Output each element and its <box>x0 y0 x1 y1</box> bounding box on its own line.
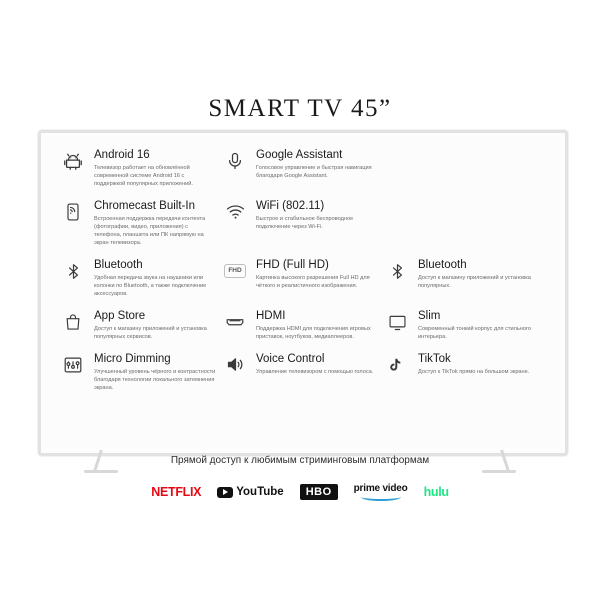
feature-item <box>60 148 216 188</box>
microphone-icon <box>222 148 248 174</box>
page-title: SMART TV 45” <box>208 95 392 122</box>
feature-desc: Голосовое управление и быстрая навигация благодаря Google Assistant. <box>256 164 372 179</box>
bluetooth-icon <box>60 258 86 284</box>
feature-item <box>60 199 216 247</box>
feature-item <box>60 258 216 298</box>
feature-title: Bluetooth <box>94 259 143 272</box>
youtube-logo-label: YouTube <box>236 486 284 498</box>
shopping-bag-icon <box>60 309 86 335</box>
hulu-logo: hulu <box>423 485 449 499</box>
feature-item <box>60 309 216 341</box>
feature-item <box>222 309 378 341</box>
feature-item <box>384 352 540 392</box>
tv-foot-left <box>84 470 118 473</box>
bluetooth-icon <box>384 258 410 284</box>
fhd-badge-label: FHD <box>224 264 245 279</box>
feature-title: Bluetooth <box>418 259 467 272</box>
feature-title: Android 16 <box>94 149 150 161</box>
feature-desc: Улучшенный уровень чёрного и контрастности благодаря технологии локального затемнения экрана. <box>94 368 216 391</box>
tv-foot-right <box>482 470 516 473</box>
feature-desc: Доступ к магазину приложений и установка популярных. <box>418 274 531 289</box>
feature-desc: Картинка высокого разрешения Full HD для чёткого и реалистичного изображения. <box>256 274 370 289</box>
fhd-badge-icon <box>222 258 248 284</box>
prime-video-label: prime video <box>353 483 408 494</box>
feature-title: FHD (Full HD) <box>256 259 329 272</box>
feature-item <box>222 258 378 298</box>
play-icon <box>217 487 233 498</box>
feature-desc: Удобная передача звука на наушники или колонки по Bluetooth, а также подключение аксессуаров. <box>94 274 207 297</box>
netflix-logo: NETFLIX <box>151 485 202 499</box>
feature-title: Slim <box>418 310 441 323</box>
prime-video-logo <box>354 483 408 501</box>
feature-desc: Поддержка HDMI для подключения игровых приставок, ноутбуков, медиаплееров. <box>256 325 371 340</box>
feature-item <box>222 148 378 188</box>
logo-strip <box>0 483 600 501</box>
feature-desc: Встроенная поддержка передачи контента (фотографии, видео, приложения) с телефона, планшета или ПК напрямую на экран телевизора. <box>94 215 206 246</box>
feature-item <box>384 258 540 298</box>
cast-phone-icon <box>60 199 86 225</box>
streaming-caption: Прямой доступ к любимым стриминговым платформам <box>170 455 430 466</box>
feature-item <box>384 309 540 341</box>
feature-item <box>222 352 378 392</box>
feature-desc: Быстрое и стабильное беспроводное подключение через Wi-Fi. <box>256 215 354 230</box>
feature-title: Google Assistant <box>256 149 343 161</box>
hdmi-port-icon <box>222 309 248 335</box>
grid-spacer <box>384 148 540 188</box>
feature-item <box>60 352 216 392</box>
feature-title: Micro Dimming <box>94 352 171 365</box>
feature-title: HDMI <box>256 310 286 323</box>
feature-item <box>222 199 378 247</box>
feature-desc: Телевизор работает на обновлённой современной системе Android 16 с поддержкой популярных приложений. <box>94 164 193 187</box>
feature-title: Chromecast Built-In <box>94 199 195 212</box>
grid-spacer <box>384 199 540 247</box>
youtube-logo <box>217 486 283 498</box>
hbo-logo: HBO <box>300 484 338 500</box>
feature-desc: Современный тонкий корпус для стильного интерьера. <box>418 325 531 340</box>
music-note-icon <box>384 352 410 378</box>
dimming-sliders-icon <box>60 352 86 378</box>
feature-title: WiFi (802.11) <box>256 199 325 212</box>
speaker-icon <box>222 352 248 378</box>
feature-title: TikTok <box>418 352 451 365</box>
feature-grid <box>60 148 540 392</box>
wifi-icon <box>222 199 248 225</box>
smile-arc-icon <box>361 493 401 501</box>
feature-desc: Доступ к TikTok прямо на большом экране. <box>418 368 530 375</box>
android-icon <box>60 148 86 174</box>
feature-desc: Управление телевизором с помощью голоса. <box>256 368 374 375</box>
feature-title: Voice Control <box>256 352 325 365</box>
feature-desc: Доступ к магазину приложений и установка популярных сервисов. <box>94 325 207 340</box>
slim-screen-icon <box>384 309 410 335</box>
feature-title: App Store <box>94 310 146 323</box>
